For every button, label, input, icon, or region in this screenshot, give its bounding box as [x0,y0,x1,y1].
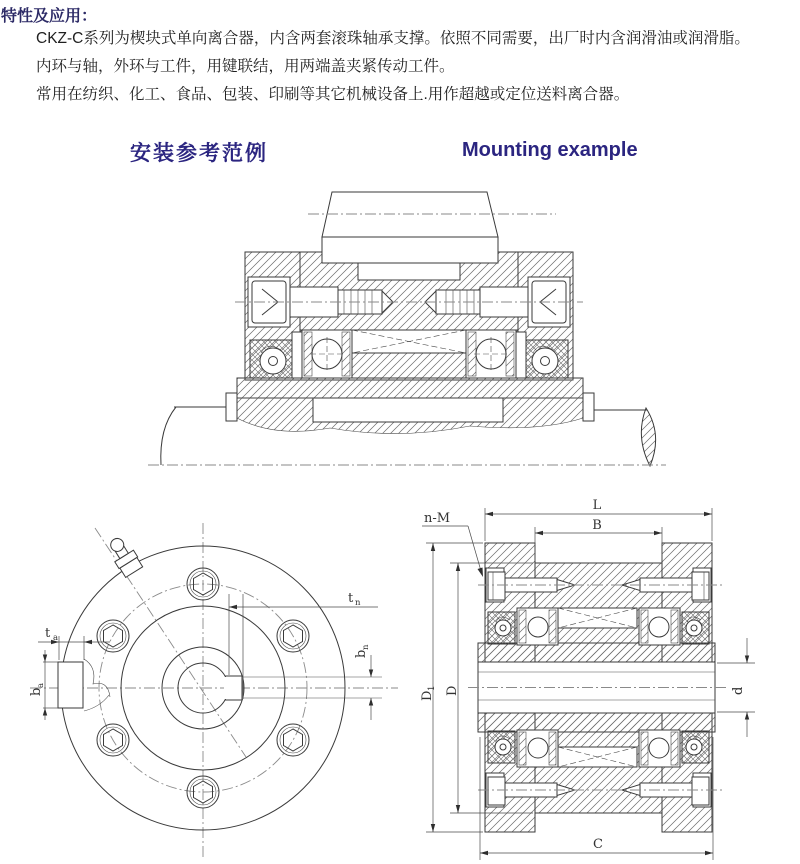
section-view-drawing [403,496,800,864]
seal-bottom-left [488,731,515,763]
intro-paragraph [36,25,750,109]
dim-B [535,518,662,561]
dim-ta [38,626,110,660]
svg-text:a: a [36,682,46,688]
inner-ring-bottom [478,713,715,732]
svg-text:t: t [45,626,51,641]
intro-title: 特性及应用： [1,8,98,25]
front-view-drawing [25,515,403,860]
bearing-bottom-left [517,730,558,767]
svg-text:1: 1 [427,685,437,691]
mounting-example-drawing [140,183,670,475]
svg-text:C: C [593,837,603,852]
svg-text:t: t [348,591,354,606]
seal-left [250,340,292,378]
dim-tn [229,591,378,699]
svg-text:n: n [361,644,371,650]
intro-line-2: 内环与轴，外环与工件，用键联结，用两端盖夹紧传动工件。 [36,58,455,75]
cage-bottom [558,747,637,767]
svg-text:B: B [592,518,602,533]
svg-text:b: b [354,649,369,658]
heading-mounting-example-en: Mounting example [462,139,638,161]
svg-text:D: D [445,685,460,696]
flange [226,378,594,434]
grease-nipple-icon [104,534,143,578]
intro-line-1: CKZ-C系列为楔块式单向离合器，内含两套滚珠轴承支撑。依照不同需要，出厂时内含润滑油或润滑脂。 [36,30,750,47]
outer-keyway [58,659,110,711]
svg-text:n: n [355,598,361,608]
bearing-bottom-right [639,730,680,767]
bearing-top-left [517,608,558,645]
svg-text:L: L [592,498,602,513]
ball-bearing-left [302,330,352,378]
dim-ba [29,650,58,720]
seal-top-left [488,612,515,644]
seal-top-right [682,612,709,644]
svg-text:b: b [29,687,44,696]
ball-bearing-right [466,330,516,378]
intro-line-3: 常用在纺织、化工、食品、包装、印刷等其它机械设备上.用作超越或定位送料离合器。 [36,86,630,103]
bearing-top-right [639,608,680,645]
svg-text:a: a [53,633,59,643]
heading-mounting-example-zh: 安装参考范例 [130,142,268,165]
seal-bottom-right [682,731,709,763]
cage-top [558,608,637,628]
dim-bn [354,644,373,720]
inner-ring-top [478,643,715,662]
svg-text:d: d [731,686,746,695]
seal-right [526,340,568,378]
svg-text:D: D [420,690,435,701]
sprag-cage [352,330,466,353]
svg-text:n-M: n-M [424,511,451,526]
dim-nM [422,511,483,577]
